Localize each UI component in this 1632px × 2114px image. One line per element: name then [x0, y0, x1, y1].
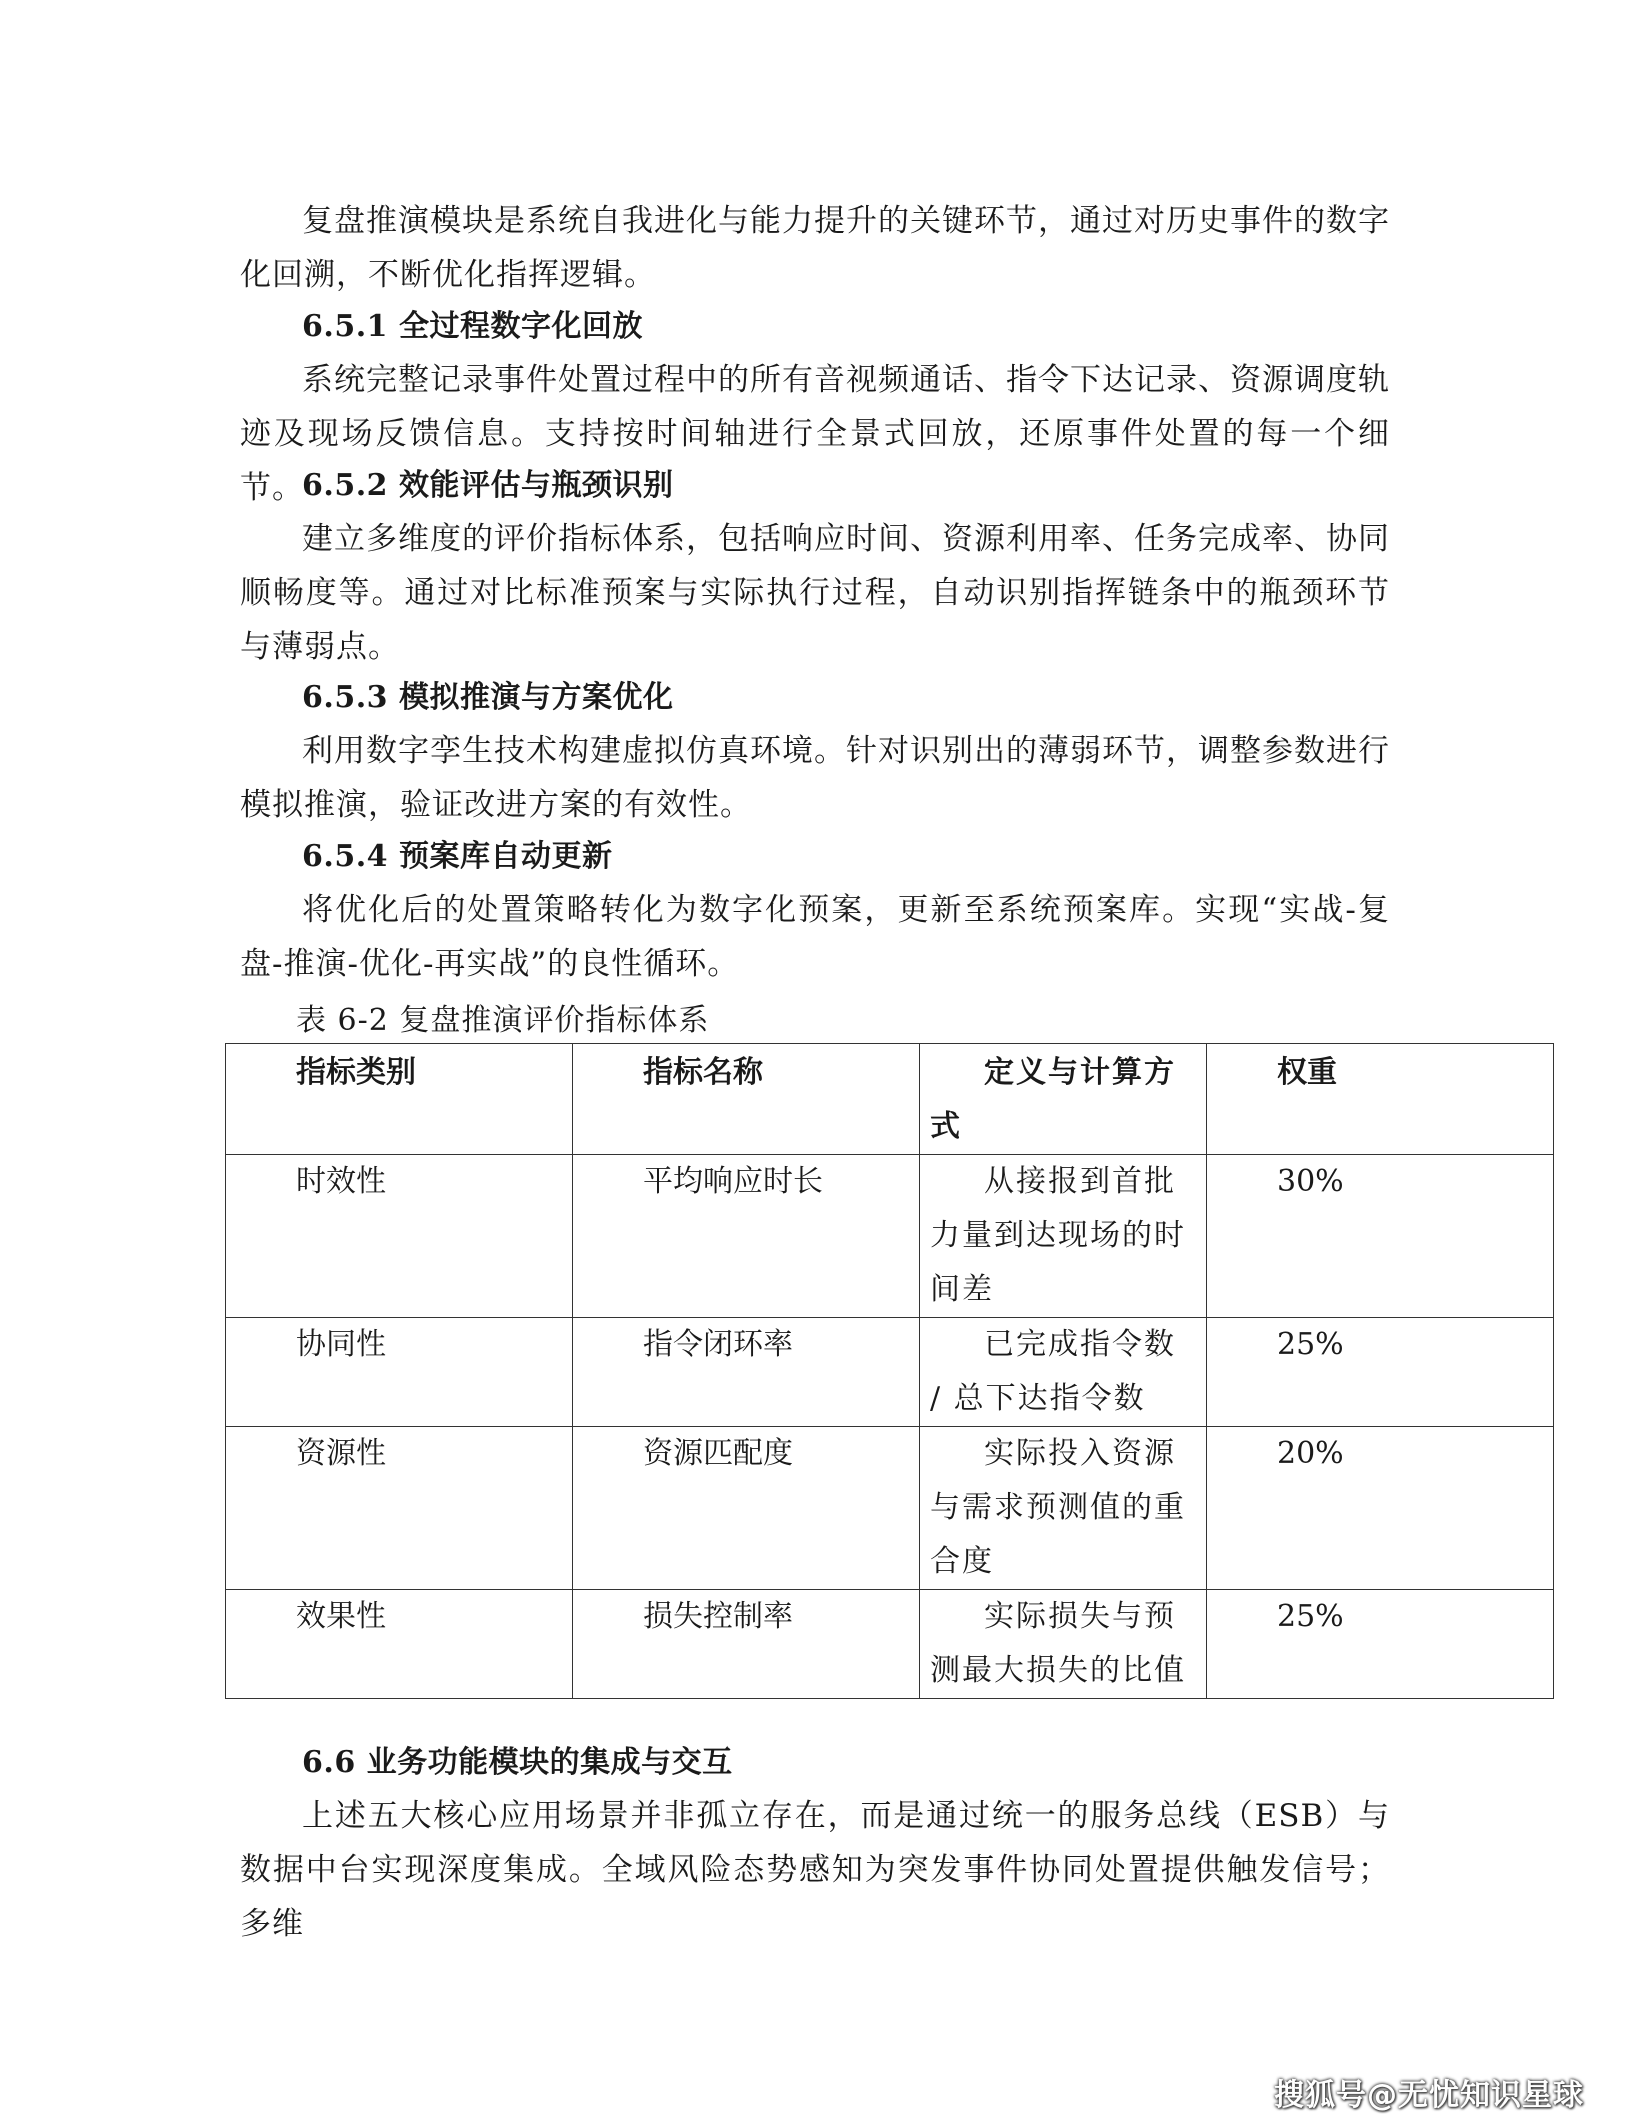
cell-category: 时效性: [226, 1155, 573, 1318]
paragraph-6-6: 上述五大核心应用场景并非孤立存在，而是通过统一的服务总线（ESB）与数据中台实现深度集成。全域风险态势感知为突发事件协同处置提供触发信号；多维: [240, 1798, 1390, 1942]
cell-category: 资源性: [226, 1427, 573, 1590]
table-caption: 表 6-2 复盘推演评价指标体系: [296, 1003, 710, 1038]
section-heading-6-5-4: 6.5.4 预案库自动更新: [302, 839, 613, 874]
paragraph-6-5-3: 利用数字孪生技术构建虚拟仿真环境。针对识别出的薄弱环节，调整参数进行模拟推演，验证改进方案的有效性。: [240, 733, 1390, 823]
cell-category: 效果性: [226, 1590, 573, 1699]
cell-definition: [920, 1318, 1207, 1427]
intro-paragraph: 复盘推演模块是系统自我进化与能力提升的关键环节，通过对历史事件的数字化回溯，不断优化指挥逻辑。: [240, 203, 1390, 293]
cell-definition-text: 实际损失与预测最大损失的比值: [930, 1599, 1186, 1688]
table-header-row: [226, 1044, 1554, 1155]
cell-weight: 20%: [1207, 1427, 1554, 1590]
paragraph-6-5-2: 建立多维度的评价指标体系，包括响应时间、资源利用率、任务完成率、协同顺畅度等。通过对比标准预案与实际执行过程，自动识别指挥链条中的瓶颈环节与薄弱点。: [240, 521, 1390, 665]
cell-weight: 30%: [1207, 1155, 1554, 1318]
cell-weight: 25%: [1207, 1590, 1554, 1699]
cell-name: 损失控制率: [573, 1590, 920, 1699]
table-row: [226, 1590, 1554, 1699]
cell-definition-text: 实际投入资源与需求预测值的重合度: [930, 1436, 1186, 1579]
header-weight: 权重: [1207, 1044, 1554, 1155]
table-row: [226, 1318, 1554, 1427]
cell-definition-text: 从接报到首批力量到达现场的时间差: [930, 1164, 1186, 1307]
section-heading-6-5-1: 6.5.1 全过程数字化回放: [302, 309, 643, 344]
watermark: 搜狐号@无忧知识星球: [1274, 2078, 1584, 2113]
header-definition: [920, 1044, 1207, 1155]
evaluation-metrics-table: [225, 1043, 1554, 1699]
cell-name: 指令闭环率: [573, 1318, 920, 1427]
table-row: [226, 1427, 1554, 1590]
table-row: [226, 1155, 1554, 1318]
header-definition-text: 定义与计算方式: [930, 1055, 1176, 1144]
cell-weight: 25%: [1207, 1318, 1554, 1427]
section-heading-6-5-3: 6.5.3 模拟推演与方案优化: [302, 680, 674, 715]
paragraph-6-5-1: 系统完整记录事件处置过程中的所有音视频通话、指令下达记录、资源调度轨迹及现场反馈信息。支持按时间轴进行全景式回放，还原事件处置的每一个细节。: [240, 362, 1390, 506]
cell-definition: [920, 1590, 1207, 1699]
cell-definition-text: 已完成指令数 / 总下达指令数: [930, 1327, 1176, 1416]
header-name: 指标名称: [573, 1044, 920, 1155]
cell-definition: [920, 1427, 1207, 1590]
cell-category: 协同性: [226, 1318, 573, 1427]
cell-name: 平均响应时长: [573, 1155, 920, 1318]
header-category: 指标类别: [226, 1044, 573, 1155]
cell-definition: [920, 1155, 1207, 1318]
section-heading-6-6: 6.6 业务功能模块的集成与交互: [302, 1745, 733, 1780]
section-heading-6-5-2: 6.5.2 效能评估与瓶颈识别: [302, 468, 674, 503]
cell-name: 资源匹配度: [573, 1427, 920, 1590]
paragraph-6-5-4: 将优化后的处置策略转化为数字化预案，更新至系统预案库。实现“实战-复盘-推演-优化-再实战”的良性循环。: [240, 892, 1390, 982]
